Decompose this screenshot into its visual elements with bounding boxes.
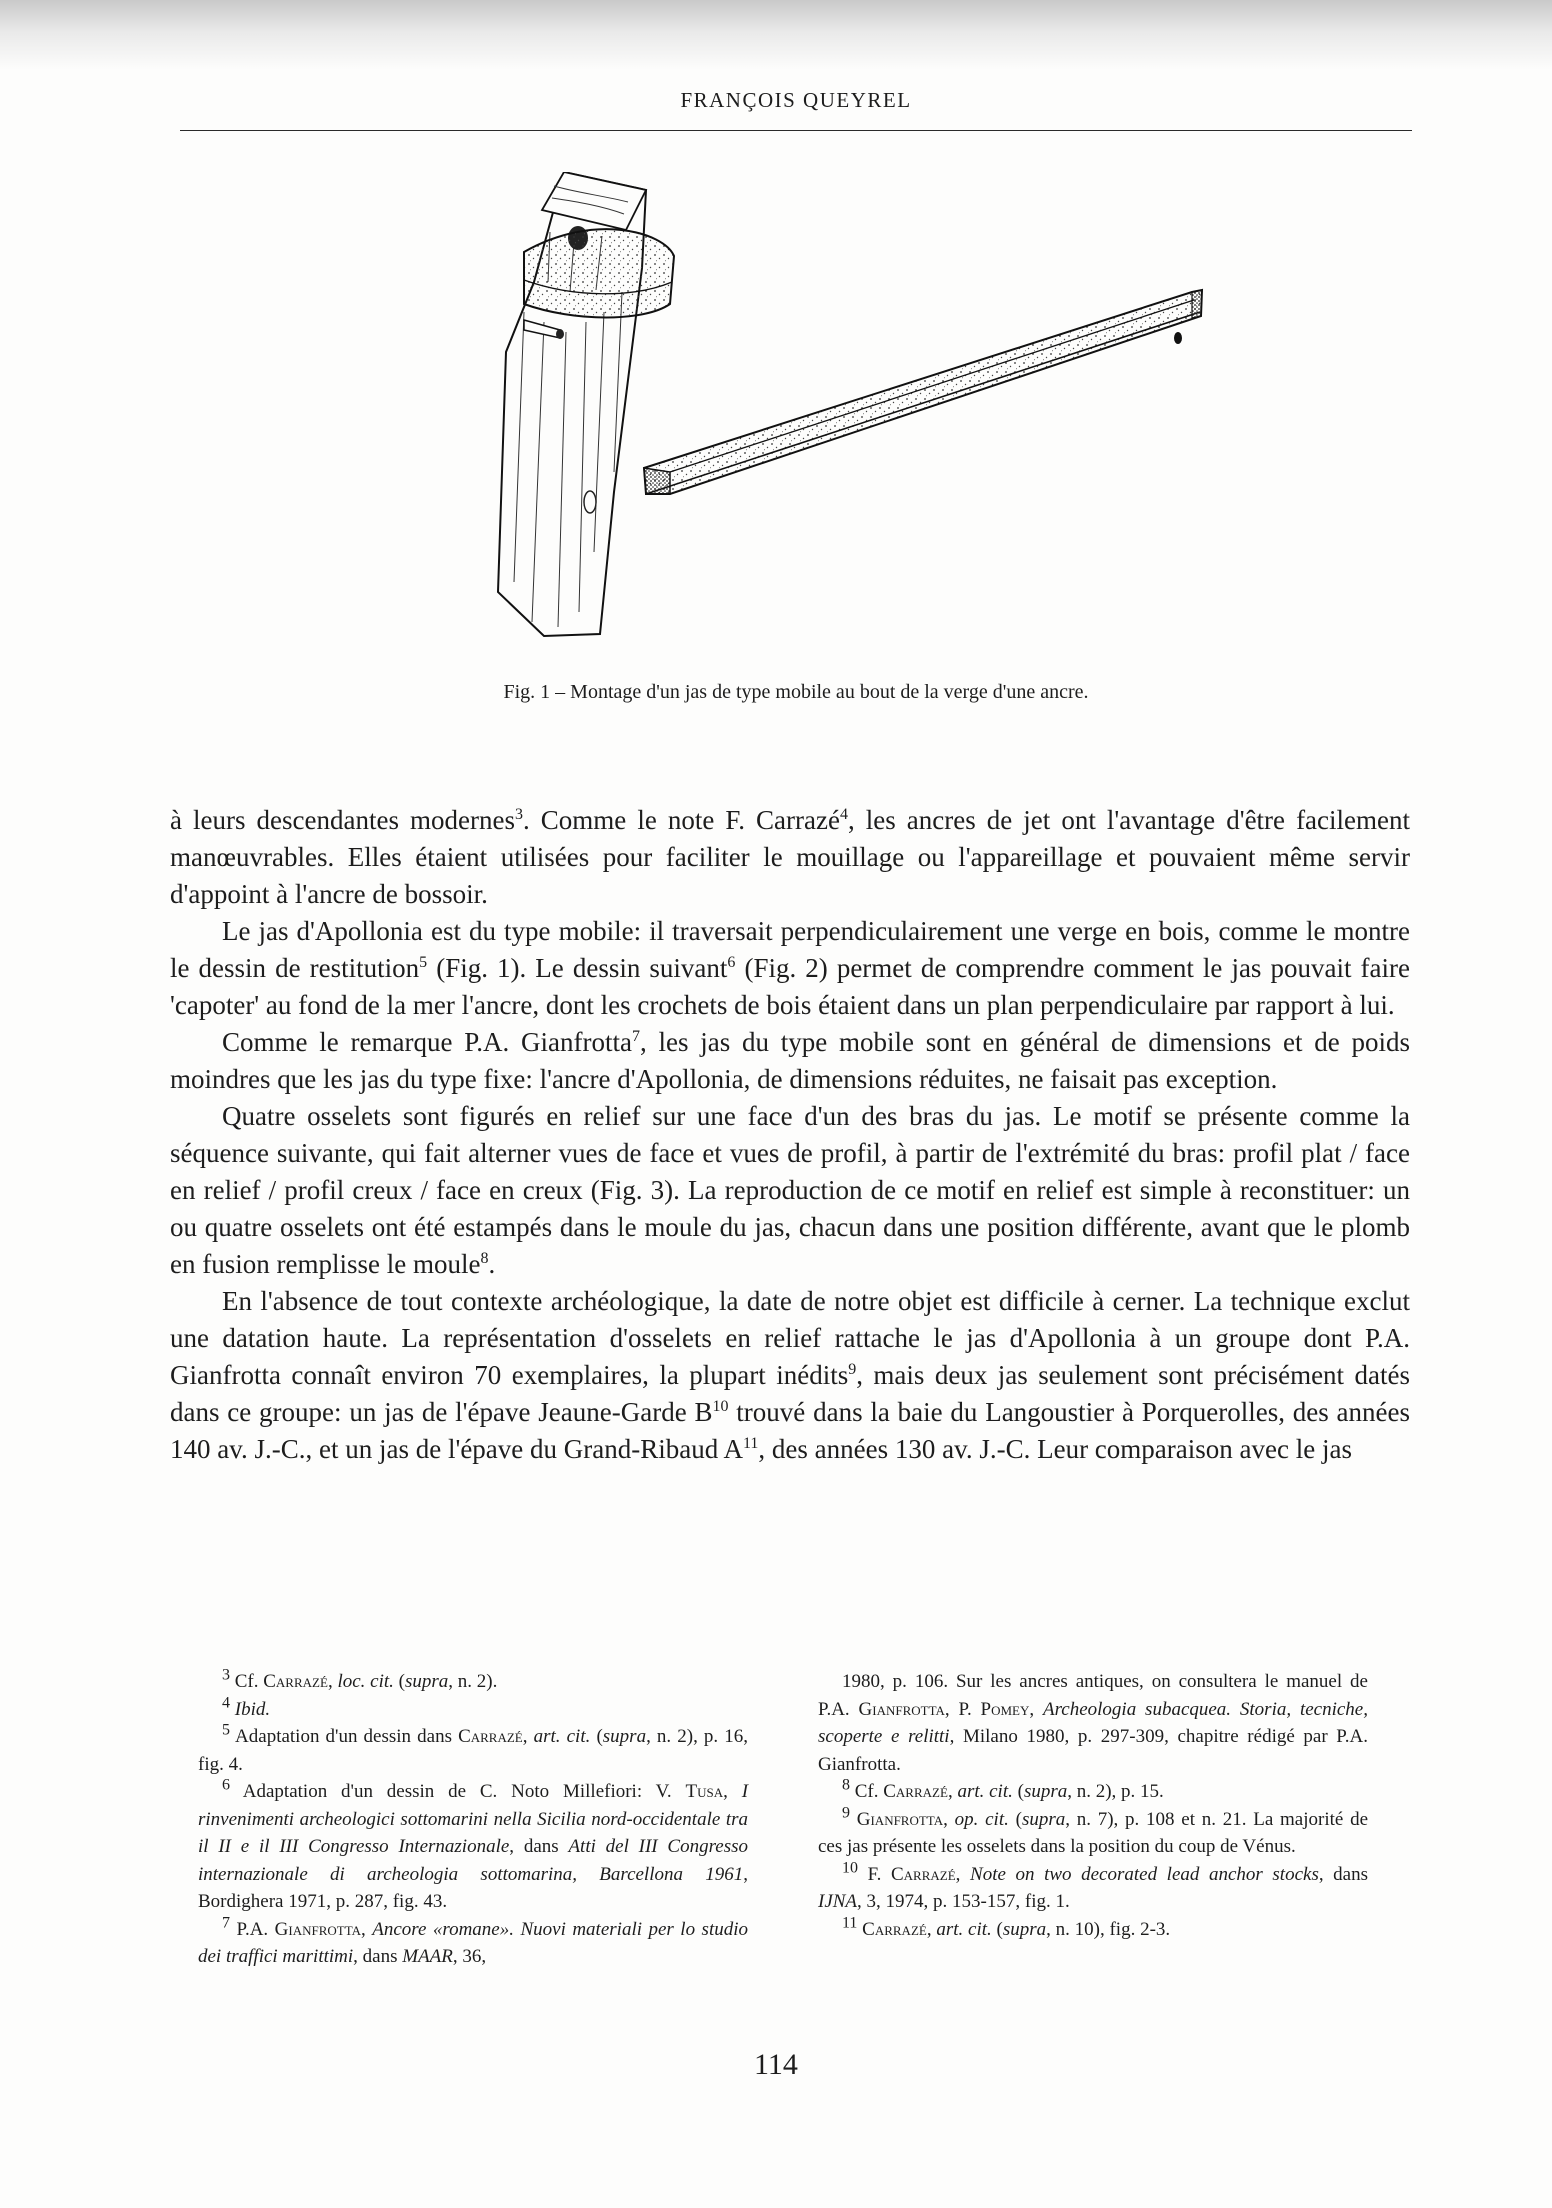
text-run: , dans [353,1946,403,1967]
footnote [818,1668,1368,1778]
paragraph [170,1283,1410,1468]
header-rule [180,130,1412,131]
footnote-ref: 11 [842,1914,858,1932]
italic-text: art. cit. [957,1781,1013,1802]
author-name: Gianfrotta [856,1808,944,1830]
footnotes-right [818,1668,1368,1943]
italic-text: op. cit. [954,1808,1009,1830]
author-name: Carrazé [263,1671,328,1692]
text-run [850,1809,857,1830]
author-name: Carrazé [458,1726,523,1747]
author-name: Gianfrotta [858,1698,945,1720]
text-run: Adaptation d'un dessin de C. Noto Millefiori: V. [230,1781,686,1802]
footnote [198,1668,748,1696]
footnote [198,1696,748,1724]
author-name: Gianfrotta [274,1918,362,1940]
text-run: ( [1012,1781,1024,1802]
footnote [198,1778,748,1916]
italic-text: supra [1002,1918,1047,1940]
text-run: , les jas du type mobile sont en général de dimensions et de poids moindres que les jas du type fixe: l'ancre d'Apollonia, de dimensions réduites, ne faisait pas exception. [170,1027,1410,1094]
italic-text: IJNA [818,1891,858,1912]
italic-text: Note on two decorated lead anchor stocks [970,1863,1319,1885]
text-run: , [926,1918,937,1940]
footnote-ref: 6 [222,1776,230,1794]
footnote-ref: 10 [842,1859,858,1877]
italic-text: loc. cit. [337,1671,394,1692]
figure-caption: Fig. 1 – Montage d'un jas de type mobile au bout de la verge d'une ancre. [503,681,1089,703]
text-run: à leurs descendantes modernes [170,805,515,835]
footnote [198,1916,748,1971]
text-run: Comme le remarque P.A. Gianfrotta [222,1027,632,1057]
text-run: , n. 7), p. 108 et n. 21. La majorité de ces jas présente les osselets dans la position du coup de Vénus. [818,1808,1369,1857]
text-run: En l'absence de tout contexte archéologique, la date de notre objet est difficile à cerner. La technique exclut une datation haute. La représentation d'osselets en relief rattache le jas d'Apollonia à un groupe dont P.A. Gianfrotta connaît environ 70 exemplaires, la plupart inédits [170,1286,1410,1390]
running-head: FRANÇOIS QUEYREL [680,88,912,112]
text-run: , n. 2), p. 15. [1067,1781,1164,1802]
text-run: Cf. [230,1671,264,1692]
footnote-ref: 4 [222,1694,230,1712]
text-run: Quatre osselets sont figurés en relief sur une face d'un des bras du jas. Le motif se présente comme la séquence suivante, qui fait alterner vues de face et vues de profil, à partir de l'extrémité du bras: profil plat / face en relief / profil creux / face en creux (Fig. 3). La reproduction de ce motif en relief est simple à reconstituer: un ou quatre osselets ont été estampés dans le moule du jas, chacun dans une position différente, avant que le plomb en fusion remplisse le moule [170,1101,1410,1279]
text-run: F. [858,1863,891,1885]
text-run: trouvé dans la baie du Langoustier à Porquerolles, des années 140 av. J.-C., et un jas de l'épave du Grand-Ribaud A [170,1397,1411,1464]
text-run: . [488,1249,496,1279]
footnote-ref: 8 [842,1776,850,1794]
footnote-ref: 7 [222,1914,230,1932]
text-run: , [327,1671,338,1692]
author-name: Carrazé [862,1918,927,1940]
text-run: (Fig. 1). Le dessin suivant [427,953,728,983]
text-run: ( [590,1726,603,1747]
anchor-stock-illustration [374,172,1218,670]
italic-text: supra [404,1671,449,1692]
text-run: , [361,1918,373,1940]
text-run: , les ancres de jet ont l'avantage d'être facilement manœuvrables. Elles étaient utilisées pour faciliter le mouillage ou l'appareillage et pouvaient même servir d'appoint à l'ancre de bossoir. [170,805,1410,909]
text-run: 1980, p. 106. Sur les ancres antiques, on consultera le manuel de P.A. [818,1671,1368,1720]
footnote-ref: 3 [222,1666,230,1684]
footnote-ref: 7 [631,1028,640,1045]
footnote-ref: 9 [842,1804,850,1822]
footnote-ref: 6 [727,954,736,971]
paragraph [170,913,1410,1024]
text-run: , Bordighera 1971, p. 287, fig. 43. [198,1863,748,1912]
footnote-ref: 5 [222,1721,230,1739]
text-run: , des années 130 av. J.-C. Leur comparaison avec le jas [758,1434,1352,1464]
text-run: , [947,1781,958,1802]
italic-text: MAAR [402,1946,453,1967]
footnote-ref: 9 [848,1361,857,1378]
paragraph [170,1024,1410,1098]
paragraph [170,1098,1410,1283]
text-run: , [1029,1698,1043,1720]
page-number: 114 [754,2048,798,2081]
italic-text: Archeologia subacquea. Storia, tecniche, scoperte e relitti [818,1698,1368,1747]
text-run: , 3, 1974, p. 153-157, fig. 1. [857,1891,1070,1912]
text-run: , mais deux jas seulement sont précisément datés dans ce groupe: un jas de l'épave Jeaune-Garde B [170,1360,1410,1427]
italic-text: Ancore «romane». Nuovi materiali per lo studio dei traffici marittimi [198,1918,748,1967]
text-run: ( [1008,1808,1022,1830]
footnote-ref: 8 [480,1250,489,1267]
text-run: ( [393,1671,405,1692]
text-run: , dans [509,1836,569,1857]
text-run: , 36, [452,1946,487,1967]
text-run: ( [991,1918,1003,1940]
text-run: , [522,1726,534,1747]
author-name: Pomey [980,1698,1030,1720]
collar [524,229,674,317]
text-run: , [943,1808,955,1830]
text-run: Adaptation d'un dessin dans [230,1726,459,1747]
footnote-ref: 10 [712,1398,729,1415]
author-name: Tusa [685,1781,724,1802]
italic-text: supra [1023,1781,1068,1802]
text-run: , dans [1318,1863,1369,1885]
text-run: , n. 10), fig. 2-3. [1046,1918,1171,1940]
text-run: Cf. [850,1781,884,1802]
text-run: (Fig. 2) permet de comprendre comment le jas pouvait faire 'capoter' au fond de la mer l'ancre, dont les crochets de bois étaient dans un plan perpendiculaire par rapport à lui. [170,953,1410,1020]
text-run: , P. [944,1698,981,1720]
italic-text: art. cit. [533,1726,591,1747]
footnote-ref: 11 [743,1435,759,1452]
footnote [818,1916,1368,1944]
italic-text: art. cit. [936,1918,992,1940]
italic-text: Ibid. [234,1698,271,1720]
text-run: Le jas d'Apollonia est du type mobile: il traversait perpendiculairement une verge en bois, comme le montre le dessin de restitution [170,916,1410,983]
footnote-ref: 5 [419,954,428,971]
text-run: , Milano 1980, p. 297-309, chapitre rédigé par P.A. Gianfrotta. [818,1726,1368,1775]
text-run: . Comme le note F. Carrazé [523,805,840,835]
text-run: , n. 2), p. 16, fig. 4. [198,1726,749,1775]
italic-text: supra [1021,1808,1066,1830]
italic-text: Atti del III Congresso internazionale di archeologia sottomarina, Barcellona 1961 [198,1836,749,1885]
text-run: , [955,1863,971,1885]
author-name: Carrazé [890,1863,956,1885]
lead-stock [644,290,1202,494]
text-run: , n. 2). [448,1671,498,1692]
paragraph [170,802,1410,913]
text-run: P.A. [230,1918,275,1940]
scan-shadow [0,0,1552,70]
body-text [170,802,1410,1468]
italic-text: I rinvenimenti archeologici sottomarini nella Sicilia nord-occidentale tra il II e il III Congresso Internazionale [198,1781,749,1857]
footnote [818,1806,1368,1861]
footnote [818,1778,1368,1806]
italic-text: supra [602,1726,647,1747]
footnote-ref: 4 [839,806,848,823]
text-run: , [723,1781,742,1802]
footnote [198,1723,748,1778]
footnote [818,1861,1368,1916]
author-name: Carrazé [883,1781,948,1802]
footnotes-left [198,1668,748,1971]
footnote-ref: 3 [515,806,523,823]
